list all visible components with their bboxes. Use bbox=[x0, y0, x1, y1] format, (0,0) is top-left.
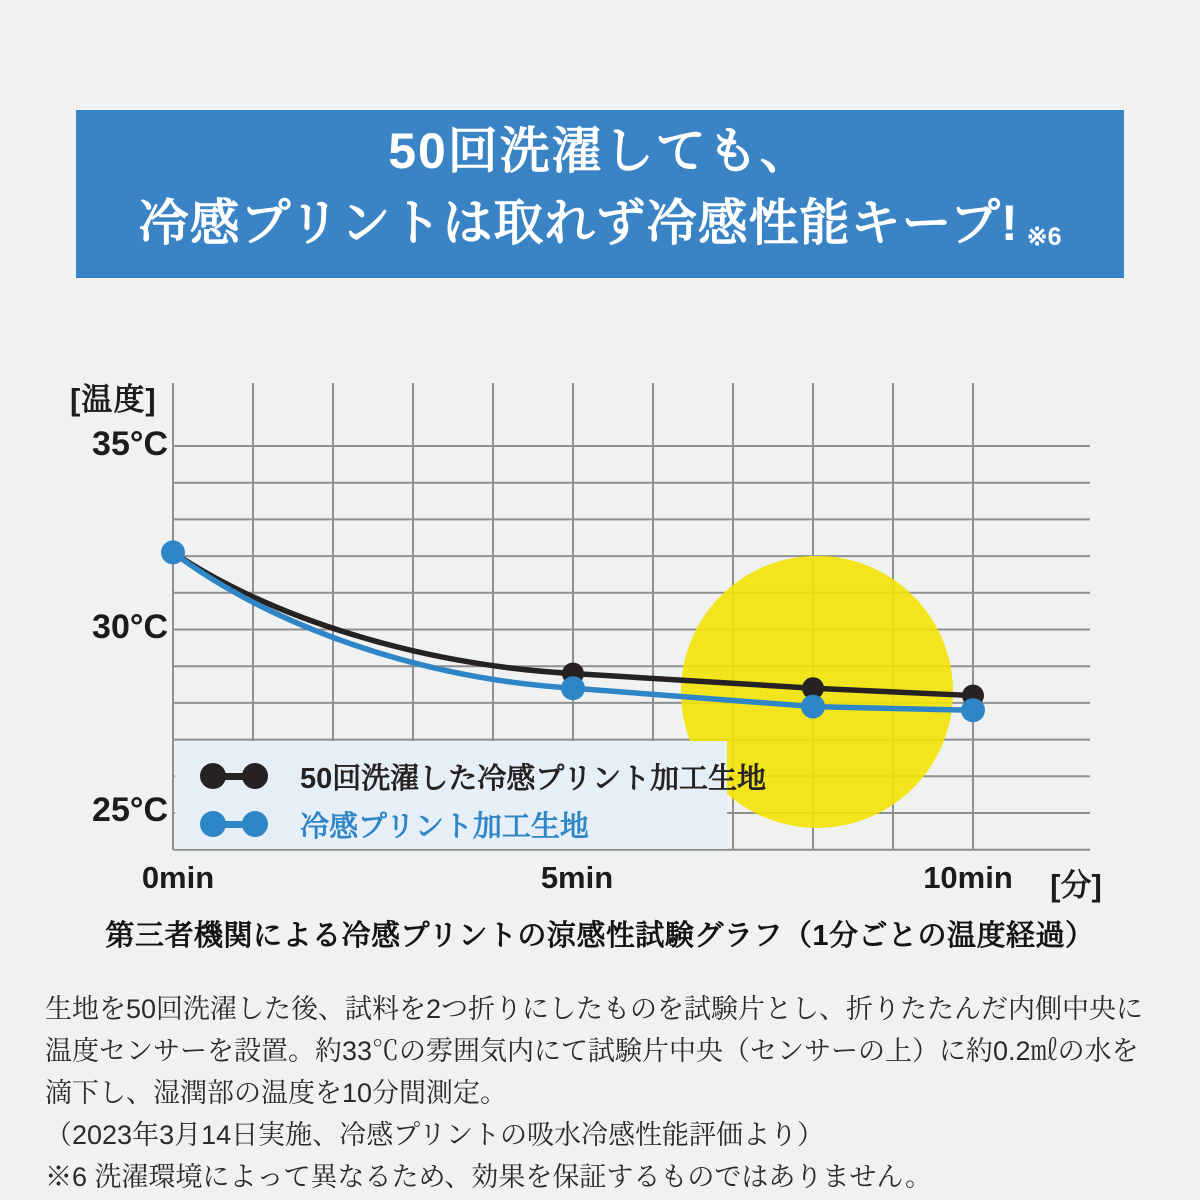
y-tick-30: 30°C bbox=[92, 608, 168, 646]
y-tick-25: 25°C bbox=[92, 791, 168, 829]
chart-caption: 第三者機関による冷感プリントの涼感性試験グラフ（1分ごとの温度経過） bbox=[105, 920, 1095, 952]
legend-marker-blue-icon bbox=[200, 811, 268, 837]
legend-dot-icon bbox=[242, 811, 268, 837]
test-date-note: （2023年3月14日実施、冷感プリントの吸水冷感性能評価より） bbox=[45, 1120, 825, 1150]
y-axis-title: [温度] bbox=[70, 382, 157, 417]
legend-label-print: 冷感プリント加工生地 bbox=[300, 810, 589, 843]
legend-dot-icon bbox=[242, 763, 268, 789]
footer-notes bbox=[45, 988, 1160, 1198]
data-point-series1-0min bbox=[161, 540, 185, 564]
x-tick-5min: 5min bbox=[540, 860, 614, 895]
legend-item-print bbox=[200, 800, 766, 848]
x-tick-0min: 0min bbox=[141, 860, 215, 895]
footnote-ref: ※6 bbox=[1026, 223, 1062, 251]
y-tick-35: 35°C bbox=[92, 425, 168, 463]
legend-marker-black-icon bbox=[200, 763, 268, 789]
legend-label-washed: 50回洗濯した冷感プリント加工生地 bbox=[300, 762, 767, 795]
data-point-series1-8min bbox=[801, 695, 825, 719]
legend-item-washed bbox=[200, 752, 766, 800]
headline-line1: 50回洗濯しても、 bbox=[388, 123, 812, 179]
headline-line2-text: 冷感プリントは取れず冷感性能キープ! bbox=[138, 195, 1019, 251]
chart-legend bbox=[200, 752, 766, 848]
x-tick-10min: 10min bbox=[923, 860, 1013, 895]
data-point-series1-10min bbox=[961, 698, 985, 722]
footnote-6-note: ※6 洗濯環境によって異なるため、効果を保証するものではありません。 bbox=[45, 1162, 933, 1192]
data-point-series1-5min bbox=[561, 676, 585, 700]
x-axis-unit: [分] bbox=[1050, 868, 1102, 903]
test-method-paragraph: 生地を50回洗濯した後、試料を2つ折りにしたものを試験片とし、折りたたんだ内側中央に温度センサーを設置。約33℃の雰囲気内にて試験片中央（センサーの上）に約0.2㎖の水を滴下し、湿潤部の温度を10分間測定。 bbox=[45, 994, 1144, 1108]
